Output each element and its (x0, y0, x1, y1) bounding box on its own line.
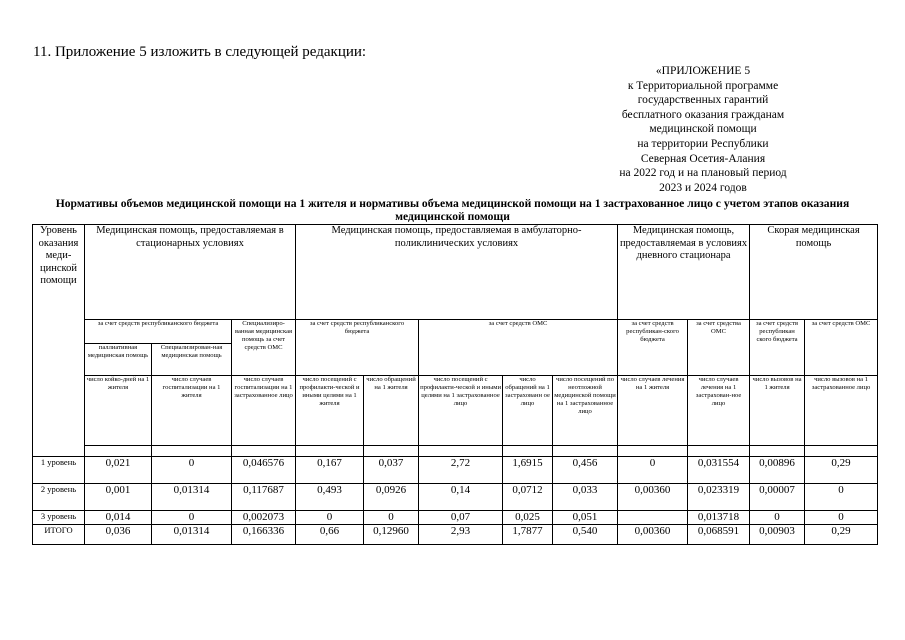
value-cell: 0,021 (85, 457, 152, 484)
spacer-cell (419, 446, 503, 457)
value-cell: 0,046576 (232, 457, 296, 484)
value-cell: 0 (805, 484, 878, 511)
spacer-cell (688, 446, 750, 457)
spacer-cell (805, 446, 878, 457)
value-cell: 0,12960 (364, 525, 419, 545)
unit-header: число посещений с профилакти-ческой и иными целями на 1 застрахованное лицо (419, 376, 503, 446)
value-cell: 0,037 (364, 457, 419, 484)
value-cell: 0 (152, 511, 232, 525)
value-cell: 0,036 (85, 525, 152, 545)
value-cell: 0,00360 (618, 484, 688, 511)
row-label: ИТОГО (33, 525, 85, 545)
table-row (33, 511, 878, 525)
row-label: 2 уровень (33, 484, 85, 511)
funding-ambulance-budget: за счет средств республикан ского бюджета (750, 320, 805, 376)
value-cell: 0,00007 (750, 484, 805, 511)
appendix-line: к Территориальной программе (627, 79, 779, 92)
value-cell: 0,01314 (152, 484, 232, 511)
spacer-cell (553, 446, 618, 457)
value-cell: 1,6915 (503, 457, 553, 484)
value-cell: 0,01314 (152, 525, 232, 545)
appendix-line: 2023 и 2024 годов (659, 181, 747, 194)
unit-header: число вызовов на 1 жителя (750, 376, 805, 446)
appendix-line: государственных гарантий (637, 94, 769, 107)
value-cell (618, 511, 688, 525)
value-cell: 0,14 (419, 484, 503, 511)
spacer-cell (364, 446, 419, 457)
spacer-cell (232, 446, 296, 457)
value-cell: 0,033 (553, 484, 618, 511)
funding-outpatient-oms: за счет средств ОМС (419, 320, 618, 376)
row-label: 1 уровень (33, 457, 85, 484)
group-outpatient: Медицинская помощь, предоставляемая в амбулаторно-поликлинических условиях (296, 225, 618, 320)
appendix-header (608, 64, 798, 195)
value-cell: 0,0926 (364, 484, 419, 511)
spacer-cell (750, 446, 805, 457)
value-cell: 0 (750, 511, 805, 525)
funding-inpatient-oms: Специализиро-ванная медицинская помощь за счет средств ОМС (232, 320, 296, 376)
table-heading: Нормативы объемов медицинской помощи на 1 жителя и нормативы объема медицинской помощи на 1 застрахованное лицо с учетом этапов оказания медицинской помощи (55, 197, 850, 223)
group-day-hospital: Медицинская помощь, предоставляемая в условиях дневного стационара (618, 225, 750, 320)
group-ambulance: Скорая медицинская помощь (750, 225, 878, 320)
value-cell: 2,72 (419, 457, 503, 484)
intro-text: 11. Приложение 5 изложить в следующей редакции: (33, 44, 367, 60)
unit-header: число случаев госпитализации на 1 жителя (152, 376, 232, 446)
spacer-cell (85, 446, 152, 457)
group-inpatient: Медицинская помощь, предоставляемая в стационарных условиях (85, 225, 296, 320)
value-cell: 0,025 (503, 511, 553, 525)
value-cell: 0 (805, 511, 878, 525)
table-row-total (33, 525, 878, 545)
level-header: Уровень оказания меди-цинской помощи (33, 225, 85, 457)
unit-header: число обращений на 1 жителя (364, 376, 419, 446)
value-cell: 1,7877 (503, 525, 553, 545)
value-cell: 0,068591 (688, 525, 750, 545)
value-cell: 0 (364, 511, 419, 525)
value-cell: 0,00896 (750, 457, 805, 484)
norms-table (32, 224, 878, 545)
spacer-cell (503, 446, 553, 457)
appendix-line: «ПРИЛОЖЕНИЕ 5 (655, 65, 751, 77)
row-label: 3 уровень (33, 511, 85, 525)
value-cell: 0,001 (85, 484, 152, 511)
funding-day-budget: за счет средств республикан-ского бюджета (618, 320, 688, 376)
table-row (33, 484, 878, 511)
unit-header: число посещений с профилакти-ческой и иными целями на 1 жителя (296, 376, 364, 446)
unit-header: число случаев лечения на 1 застрахован-ное лицо (688, 376, 750, 446)
spacer-cell (152, 446, 232, 457)
unit-header: число обращений на 1 застрахованн ое лицо (503, 376, 553, 446)
value-cell: 0,014 (85, 511, 152, 525)
value-cell: 0,493 (296, 484, 364, 511)
funding-ambulance-oms: за счет средств ОМС (805, 320, 878, 376)
value-cell: 0,00903 (750, 525, 805, 545)
value-cell: 0,29 (805, 457, 878, 484)
appendix-line: медицинской помощи (649, 123, 757, 136)
value-cell: 0,166336 (232, 525, 296, 545)
value-cell: 0,117687 (232, 484, 296, 511)
value-cell: 0,051 (553, 511, 618, 525)
value-cell: 0,07 (419, 511, 503, 525)
appendix-line: бесплатного оказания гражданам (621, 108, 785, 121)
unit-header: число вызовов на 1 застрахованное лицо (805, 376, 878, 446)
value-cell: 0,013718 (688, 511, 750, 525)
value-cell: 0 (618, 457, 688, 484)
value-cell: 0,456 (553, 457, 618, 484)
value-cell: 0,023319 (688, 484, 750, 511)
funding-day-oms: за счет средства ОМС (688, 320, 750, 376)
appendix-line: Северная Осетия-Алания (640, 152, 766, 165)
sub-specialized: Специализирован-ная медицинская помощь (152, 344, 232, 376)
spacer-cell (618, 446, 688, 457)
unit-header: число случаев госпитализации на 1 застрахованное лицо (232, 376, 296, 446)
value-cell: 0,002073 (232, 511, 296, 525)
sub-palliative: паллиативная медицинская помощь (85, 344, 152, 376)
value-cell: 0,00360 (618, 525, 688, 545)
funding-outpatient-budget: за счет средств республиканского бюджета (296, 320, 419, 376)
value-cell: 0 (296, 511, 364, 525)
unit-header: число случаев лечения на 1 жителя (618, 376, 688, 446)
spacer-cell (296, 446, 364, 457)
value-cell: 0,167 (296, 457, 364, 484)
value-cell: 0,29 (805, 525, 878, 545)
appendix-line: на 2022 год и на плановый период (619, 167, 787, 180)
unit-header: число койко-дней на 1 жителя (85, 376, 152, 446)
unit-header: число посещений по неотложной медицинской помощи на 1 застрахованное лицо (553, 376, 618, 446)
funding-inpatient-budget: за счет средств республиканского бюджета (85, 320, 232, 344)
value-cell: 0,66 (296, 525, 364, 545)
value-cell: 0 (152, 457, 232, 484)
table-row (33, 457, 878, 484)
value-cell: 0,0712 (503, 484, 553, 511)
value-cell: 0,031554 (688, 457, 750, 484)
appendix-line: на территории Республики (637, 137, 769, 150)
value-cell: 0,540 (553, 525, 618, 545)
value-cell: 2,93 (419, 525, 503, 545)
